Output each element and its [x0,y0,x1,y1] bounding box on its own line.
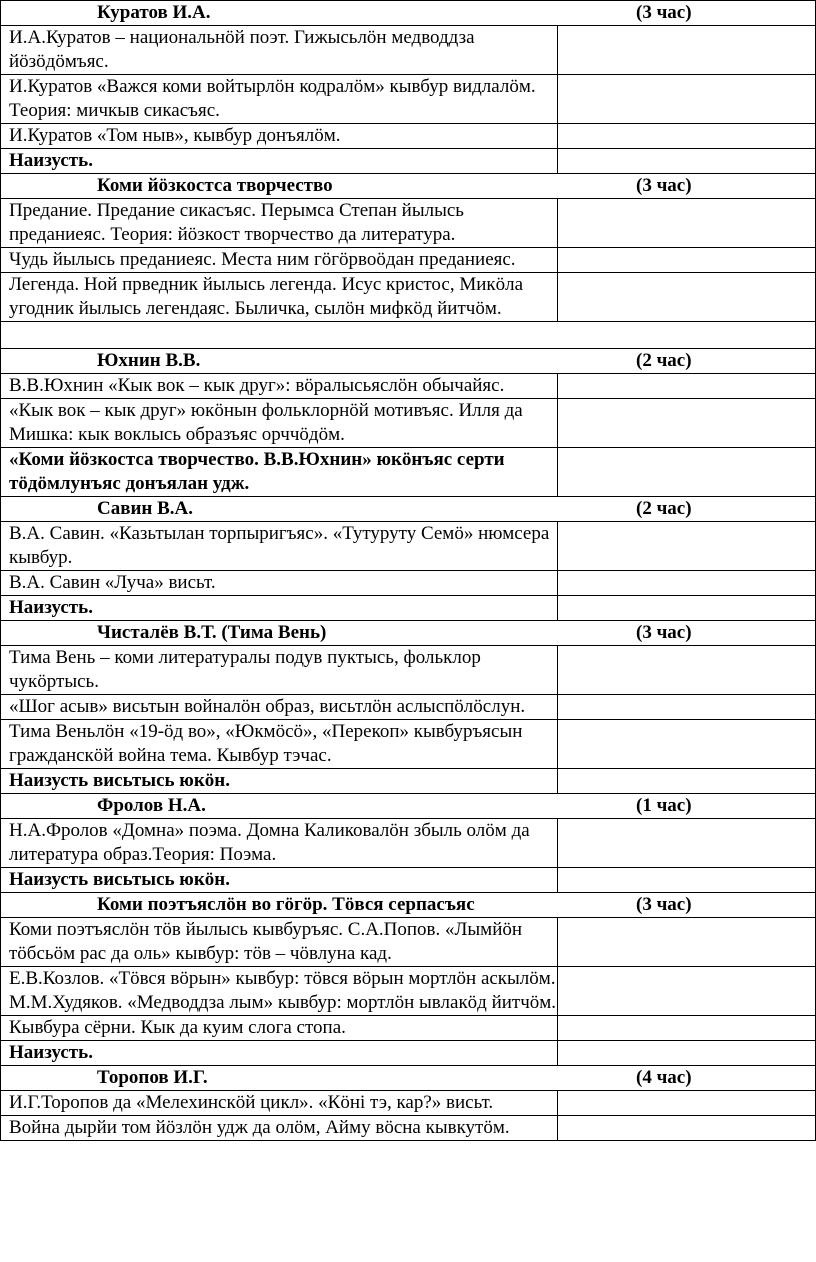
lesson-notes-cell [558,26,816,75]
curriculum-table-body [1,1,816,1141]
lesson-topic: «Шог асыв» висьтын войналӧн образ, висьтлӧн аслыспӧлӧслун. [1,695,558,720]
section-header-cell [1,1,816,26]
section-header-cell [1,794,816,819]
lesson-notes-cell [558,1116,816,1141]
lesson-notes-cell [558,1016,816,1041]
section-header-row [1,621,816,646]
lesson-topic: Легенда. Ной прведник йылысь легенда. Исус кристос, Микӧла угодник йылысь легендаяс. Быличка, сылӧн мифкӧд йитчӧм. [1,273,558,322]
lesson-topic: В.А. Савин. «Казьтылан торпыригъяс». «Тутуруту Семӧ» нюмсера кывбур. [1,522,558,571]
lesson-topic: В.А. Савин «Луча» висьт. [1,571,558,596]
section-header-cell [1,349,816,374]
section-title: Куратов И.А. [97,2,211,23]
section-header-cell [1,893,816,918]
lesson-topic: Война дырйи том йӧзлӧн удж да олӧм, Айму вӧсна кывкутӧм. [1,1116,558,1141]
section-title: Чисталёв В.Т. (Тима Вень) [97,622,327,643]
lesson-topic: Кывбура сёрни. Кык да куим слога стопа. [1,1016,558,1041]
section-hours: (3 час) [636,894,692,915]
lesson-notes-cell [558,769,816,794]
memorize-row [1,1041,816,1066]
lesson-notes-cell [558,596,816,621]
lesson-row [1,918,816,967]
lesson-notes-cell [558,819,816,868]
lesson-notes-cell [558,646,816,695]
lesson-row [1,273,816,322]
section-title: Савин В.А. [97,498,194,519]
lesson-topic: И.А.Куратов – национальнӧй поэт. Гижысьлӧн медводдза йӧзӧдӧмъяс. [1,26,558,75]
lesson-topic: Н.А.Фролов «Домна» поэма. Домна Каликовалӧн збыль олӧм да литература образ.Теория: Поэма. [1,819,558,868]
lesson-topic: Тима Веньлӧн «19-ӧд во», «Юкмӧсӧ», «Перекоп» кывбуръясын гражданскӧй война тема. Кывбур тэчас. [1,720,558,769]
blank-cell [1,322,816,349]
section-title: Юхнин В.В. [97,350,201,371]
lesson-row [1,1091,816,1116]
lesson-row [1,695,816,720]
lesson-notes-cell [558,149,816,174]
section-hours: (2 час) [636,350,692,371]
section-header-row [1,893,816,918]
lesson-topic: Тима Вень – коми литературалы подув пуктысь, фольклор чукӧртысь. [1,646,558,695]
lesson-row [1,1016,816,1041]
memorize-row [1,868,816,893]
section-title: Коми йӧзкостса творчество [97,175,333,196]
lesson-notes-cell [558,399,816,448]
lesson-notes-cell [558,199,816,248]
lesson-topic: Наизусть. [1,596,558,621]
section-header-row [1,497,816,522]
memorize-row [1,149,816,174]
lesson-topic: В.В.Юхнин «Кык вок – кык друг»: вӧралысьяслӧн обычайяс. [1,374,558,399]
lesson-topic: И.Куратов «Важся коми войтырлӧн кодралӧм» кывбур видлалӧм. Теория: мичкыв сикасъяс. [1,75,558,124]
lesson-notes-cell [558,448,816,497]
lesson-topic: Наизусть висьтысь юкӧн. [1,769,558,794]
lesson-topic: Наизусть. [1,149,558,174]
section-header-cell [1,1066,816,1091]
lesson-notes-cell [558,1091,816,1116]
lesson-topic: Коми поэтъяслӧн тӧв йылысь кывбуръяс. С.А.Попов. «Лымйӧн тӧбсьӧм рас да оль» кывбур: тӧв – чӧвлуна кад. [1,918,558,967]
lesson-row [1,646,816,695]
lesson-row [1,26,816,75]
lesson-row [1,1116,816,1141]
lesson-topic: И.Куратов «Том ныв», кывбур донъялӧм. [1,124,558,149]
section-header-row [1,174,816,199]
memorize-row [1,448,816,497]
lesson-row [1,967,816,1016]
section-header-cell [1,174,816,199]
section-title: Торопов И.Г. [97,1067,208,1088]
lesson-row [1,248,816,273]
memorize-row [1,596,816,621]
lesson-notes-cell [558,124,816,149]
lesson-notes-cell [558,1041,816,1066]
lesson-row [1,571,816,596]
lesson-notes-cell [558,273,816,322]
section-hours: (2 час) [636,498,692,519]
lesson-notes-cell [558,918,816,967]
lesson-notes-cell [558,695,816,720]
lesson-topic: Чудь йылысь преданиеяс. Места ним гӧгӧрвоӧдан преданиеяс. [1,248,558,273]
lesson-row [1,124,816,149]
blank-row [1,322,816,349]
section-hours: (3 час) [636,622,692,643]
lesson-topic: «Кык вок – кык друг» юкӧнын фольклорнӧй мотивъяс. Илля да Мишка: кык воклысь образъяс орччӧдӧм. [1,399,558,448]
lesson-notes-cell [558,571,816,596]
lesson-row [1,819,816,868]
section-hours: (4 час) [636,1067,692,1088]
section-hours: (3 час) [636,175,692,196]
lesson-topic: Наизусть висьтысь юкӧн. [1,868,558,893]
section-header-row [1,1,816,26]
section-header-row [1,349,816,374]
section-hours: (1 час) [636,795,692,816]
lesson-notes-cell [558,868,816,893]
lesson-row [1,720,816,769]
lesson-notes-cell [558,75,816,124]
lesson-topic: Предание. Предание сикасъяс. Перымса Степан йылысь преданиеяс. Теория: йӧзкост творчество да литература. [1,199,558,248]
section-title: Коми поэтъяслӧн во гӧгӧр. Тӧвся серпасъяс [97,894,475,915]
section-header-cell [1,497,816,522]
lesson-row [1,75,816,124]
lesson-row [1,399,816,448]
lesson-notes-cell [558,720,816,769]
lesson-topic: Е.В.Козлов. «Тӧвся вӧрын» кывбур: тӧвся вӧрын мортлӧн аскылӧм. М.М.Худяков. «Медводдза лым» кывбур: мортлӧн ывлакӧд йитчӧм. [1,967,558,1016]
section-hours: (3 час) [636,2,692,23]
lesson-notes-cell [558,374,816,399]
memorize-row [1,769,816,794]
lesson-row [1,522,816,571]
lesson-notes-cell [558,522,816,571]
lesson-notes-cell [558,967,816,1016]
lesson-topic: И.Г.Торопов да «Мелехинскӧй цикл». «Кӧнi тэ, кар?» висьт. [1,1091,558,1116]
lesson-row [1,374,816,399]
lesson-topic: «Коми йӧзкостса творчество. В.В.Юхнин» юкӧнъяс серти тӧдӧмлунъяс донъялан удж. [1,448,558,497]
lesson-topic: Наизусть. [1,1041,558,1066]
section-header-row [1,1066,816,1091]
section-header-row [1,794,816,819]
section-title: Фролов Н.А. [97,795,206,816]
lesson-row [1,199,816,248]
section-header-cell [1,621,816,646]
lesson-notes-cell [558,248,816,273]
